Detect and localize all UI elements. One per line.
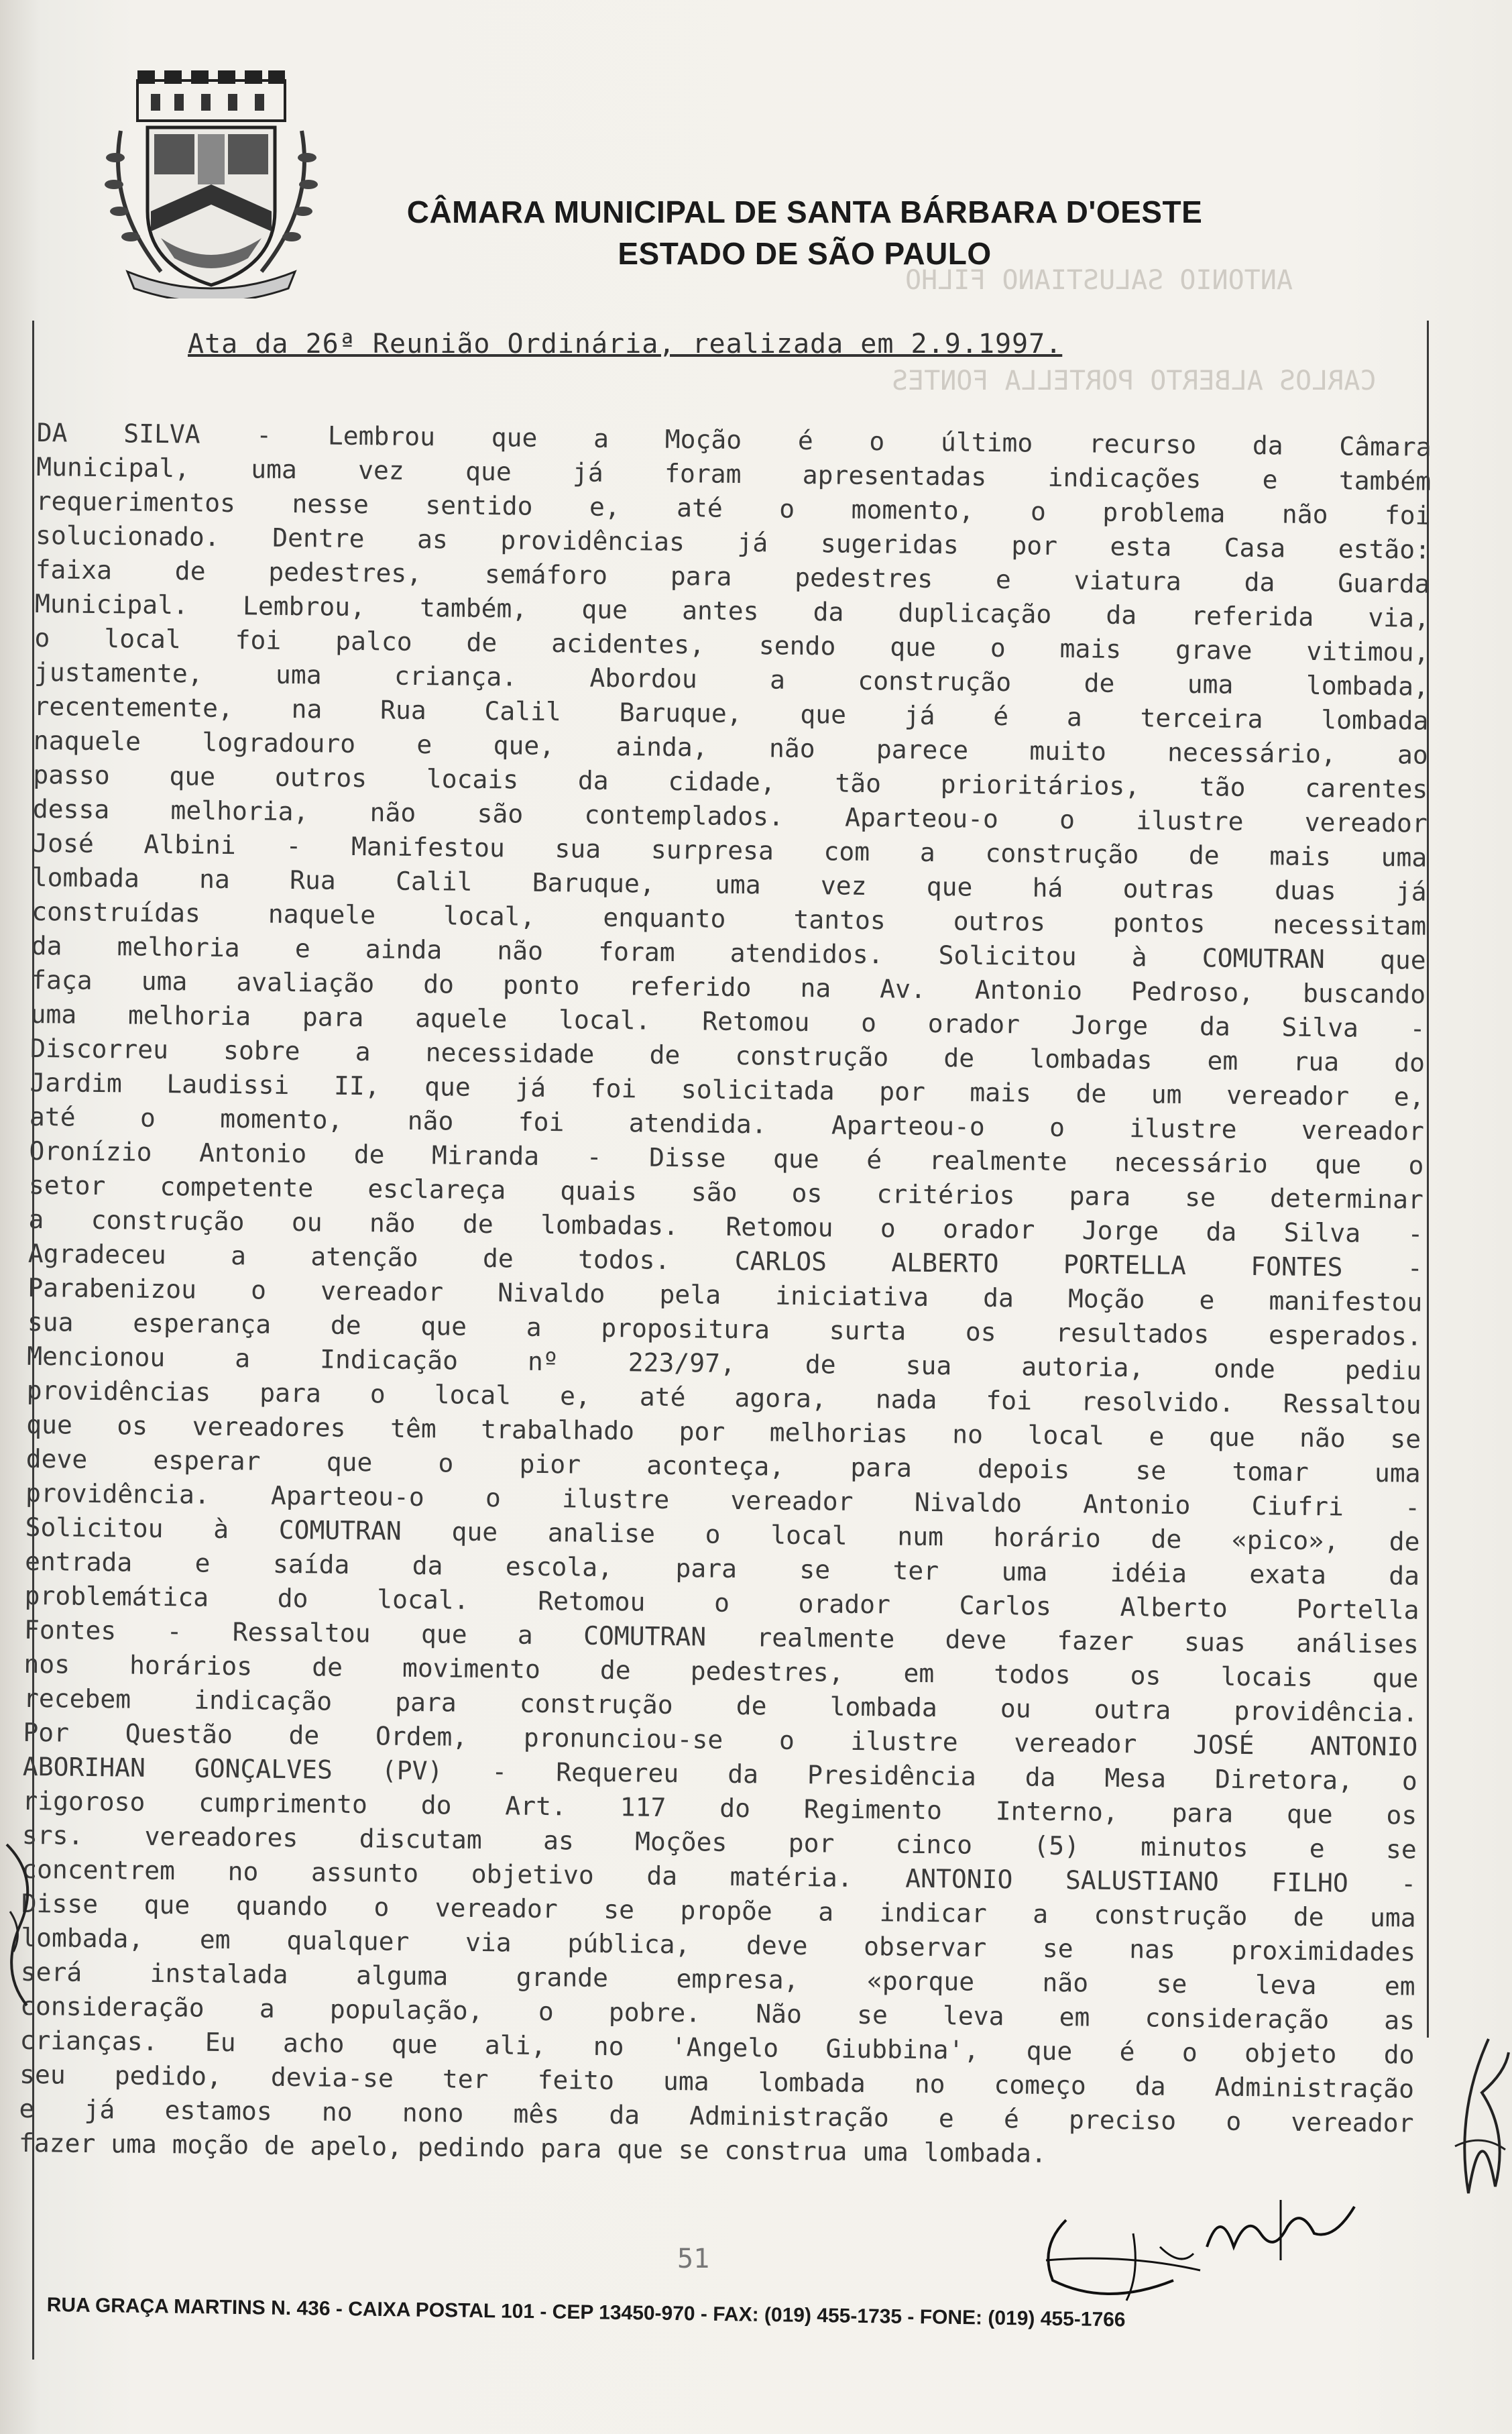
body-line: rigoroso cumprimento do Art. 117 do Regimento Interno, para que os	[22, 1785, 1417, 1830]
body-line: providências para o local e, até agora, nada foi resolvido. Ressaltou	[26, 1375, 1421, 1420]
body-line: Por Questão de Ordem, pronunciou-se o ilustre vereador JOSÉ ANTONIO	[23, 1717, 1418, 1762]
body-line: Solicitou à COMUTRAN que analise o local num horário de «pico», de	[25, 1512, 1420, 1557]
signature-left-margin	[0, 1838, 47, 2012]
letterhead	[349, 191, 1261, 274]
body-line: lombada na Rua Calil Baruque, uma vez que há outras duas já	[32, 862, 1427, 907]
body-line: solucionado. Dentre as providências já sugeridas por esta Casa estão:	[35, 520, 1431, 565]
coat-of-arms-emblem	[101, 70, 322, 298]
body-line: construídas naquele local, enquanto tantos outros pontos necessitam	[32, 896, 1427, 941]
body-line: Discorreu sobre a necessidade de construção de lombadas em rua do	[30, 1033, 1426, 1078]
body-line: nos horários de movimento de pedestres, em todos os locais que	[23, 1649, 1419, 1694]
body-line: faixa de pedestres, semáforo para pedestres e viatura da Guarda	[35, 554, 1430, 599]
body-line: Disse que quando o vereador se propõe a indicar a construção de uma	[21, 1888, 1416, 1933]
body-line: dessa melhoria, não são contemplados. Aparteou-o o ilustre vereador	[32, 793, 1428, 838]
body-line: lombada, em qualquer via pública, deve observar se nas proximidades	[21, 1922, 1416, 1967]
body-line: que os vereadores têm trabalhado por melhorias no local e que não se	[26, 1409, 1421, 1454]
body-line: consideração a população, o pobre. Não se leva em consideração as	[19, 1991, 1415, 2036]
body-line: crianças. Eu acho que ali, no 'Angelo Giubbina', que é o objeto do	[19, 2025, 1415, 2070]
signature-bottom-2	[1200, 2193, 1401, 2267]
letterhead-line-1: CÂMARA MUNICIPAL DE SANTA BÁRBARA D'OESTE	[406, 195, 1203, 229]
body-line: concentrem no assunto objetivo da matéria. ANTONIO SALUSTIANO FILHO -	[21, 1854, 1417, 1899]
body-line: o local foi palco de acidentes, sendo que o mais grave vitimou,	[34, 622, 1430, 667]
body-line: José Albini - Manifestou sua surpresa com a construção de mais uma	[32, 828, 1428, 873]
body-line: requerimentos nesse sentido e, até o momento, o problema não foi	[36, 486, 1431, 531]
body-line: Jardim Laudissi II, que já foi solicitada por mais de um vereador e,	[30, 1067, 1425, 1112]
page-number: 51	[677, 2244, 710, 2274]
signature-right-margin	[1442, 2032, 1512, 2220]
body-line: problemática do local. Retomou o orador Carlos Alberto Portella	[24, 1580, 1419, 1625]
body-line: Municipal, uma vez que já foram apresentadas indicações e também	[36, 451, 1432, 496]
body-line: e já estamos no nono mês da Administração e é preciso o vereador	[19, 2093, 1414, 2138]
minutes-body	[19, 416, 1432, 2175]
body-line: naquele logradouro e que, ainda, não parece muito necessário, ao	[33, 725, 1429, 770]
body-line: da melhoria e ainda não foram atendidos. Solicitou à COMUTRAN que	[31, 930, 1426, 975]
body-line: faça uma avaliação do ponto referido na Av. Antonio Pedroso, buscando	[30, 964, 1426, 1009]
body-line: uma melhoria para aquele local. Retomou o orador Jorge da Silva -	[30, 999, 1426, 1044]
body-line: fazer uma moção de apelo, pedindo para que se construa uma lombada.	[18, 2127, 1047, 2168]
body-line: Oronízio Antonio de Miranda - Disse que é realmente necessário que o	[29, 1136, 1424, 1180]
body-line: Agradeceu a atenção de todos. CARLOS ALBERTO PORTELLA FONTES -	[27, 1238, 1423, 1283]
body-line: a construção ou não de lombadas. Retomou o orador Jorge da Silva -	[28, 1204, 1423, 1249]
body-line: deve esperar que o pior aconteça, para depois se tomar uma	[25, 1443, 1421, 1488]
body-line: será instalada alguma grande empresa, «porque não se leva em	[20, 1956, 1415, 2001]
minutes-title: Ata da 26ª Reunião Ordinária, realizada em 2.9.1997.	[188, 329, 1063, 359]
body-line: Municipal. Lembrou, também, que antes da duplicação da referida via,	[34, 588, 1430, 633]
body-line: providência. Aparteou-o o ilustre vereador Nivaldo Antonio Ciufri -	[25, 1478, 1421, 1523]
footer-text: RUA GRAÇA MARTINS N. 436 - CAIXA POSTAL 101 - CEP 13450-970 - FAX: (019) 455-1735 - FONE: (019) 455-1766	[46, 2294, 1126, 2331]
body-line: Parabenizou o vereador Nivaldo pela iniciativa da Moção e manifestou	[27, 1272, 1423, 1317]
body-line: ABORIHAN GONÇALVES (PV) - Requereu da Presidência da Mesa Diretora, o	[22, 1751, 1418, 1796]
body-line: setor competente esclareça quais são os critérios para se determinar	[28, 1170, 1424, 1215]
body-line: Mencionou a Indicação nº 223/97, de sua autoria, onde pediu	[27, 1341, 1422, 1386]
body-line: justamente, uma criança. Abordou a construção de uma lombada,	[34, 657, 1430, 702]
letterhead-line-2: ESTADO DE SÃO PAULO	[618, 236, 992, 271]
body-line: DA SILVA - Lembrou que a Moção é o último recurso da Câmara	[36, 417, 1432, 462]
body-line: recentemente, na Rua Calil Baruque, que já é a terceira lombada	[34, 691, 1429, 736]
bleed-through: CARLOS ALBERTO PORTELLA FONTES	[892, 366, 1377, 396]
body-line: sua esperança de que a propositura surta os resultados esperados.	[27, 1307, 1422, 1351]
body-line: até o momento, não foi atendida. Aparteou-o o ilustre vereador	[29, 1101, 1425, 1146]
body-line: Fontes - Ressaltou que a COMUTRAN realmente deve fazer suas análises	[23, 1614, 1419, 1659]
body-line: recebem indicação para construção de lombada ou outra providência.	[23, 1683, 1419, 1728]
body-line: entrada e saída da escola, para se ter uma idéia exata da	[24, 1546, 1420, 1591]
body-line: srs. vereadores discutam as Moções por cinco (5) minutos e se	[21, 1820, 1417, 1865]
body-line: passo que outros locais da cidade, tão prioritários, tão carentes	[33, 759, 1428, 804]
body-line: seu pedido, devia-se ter feito uma lombada no começo da Administração	[19, 2059, 1415, 2104]
bleed-through: ANTONIO SALUSTIANO FILHO	[905, 265, 1293, 296]
